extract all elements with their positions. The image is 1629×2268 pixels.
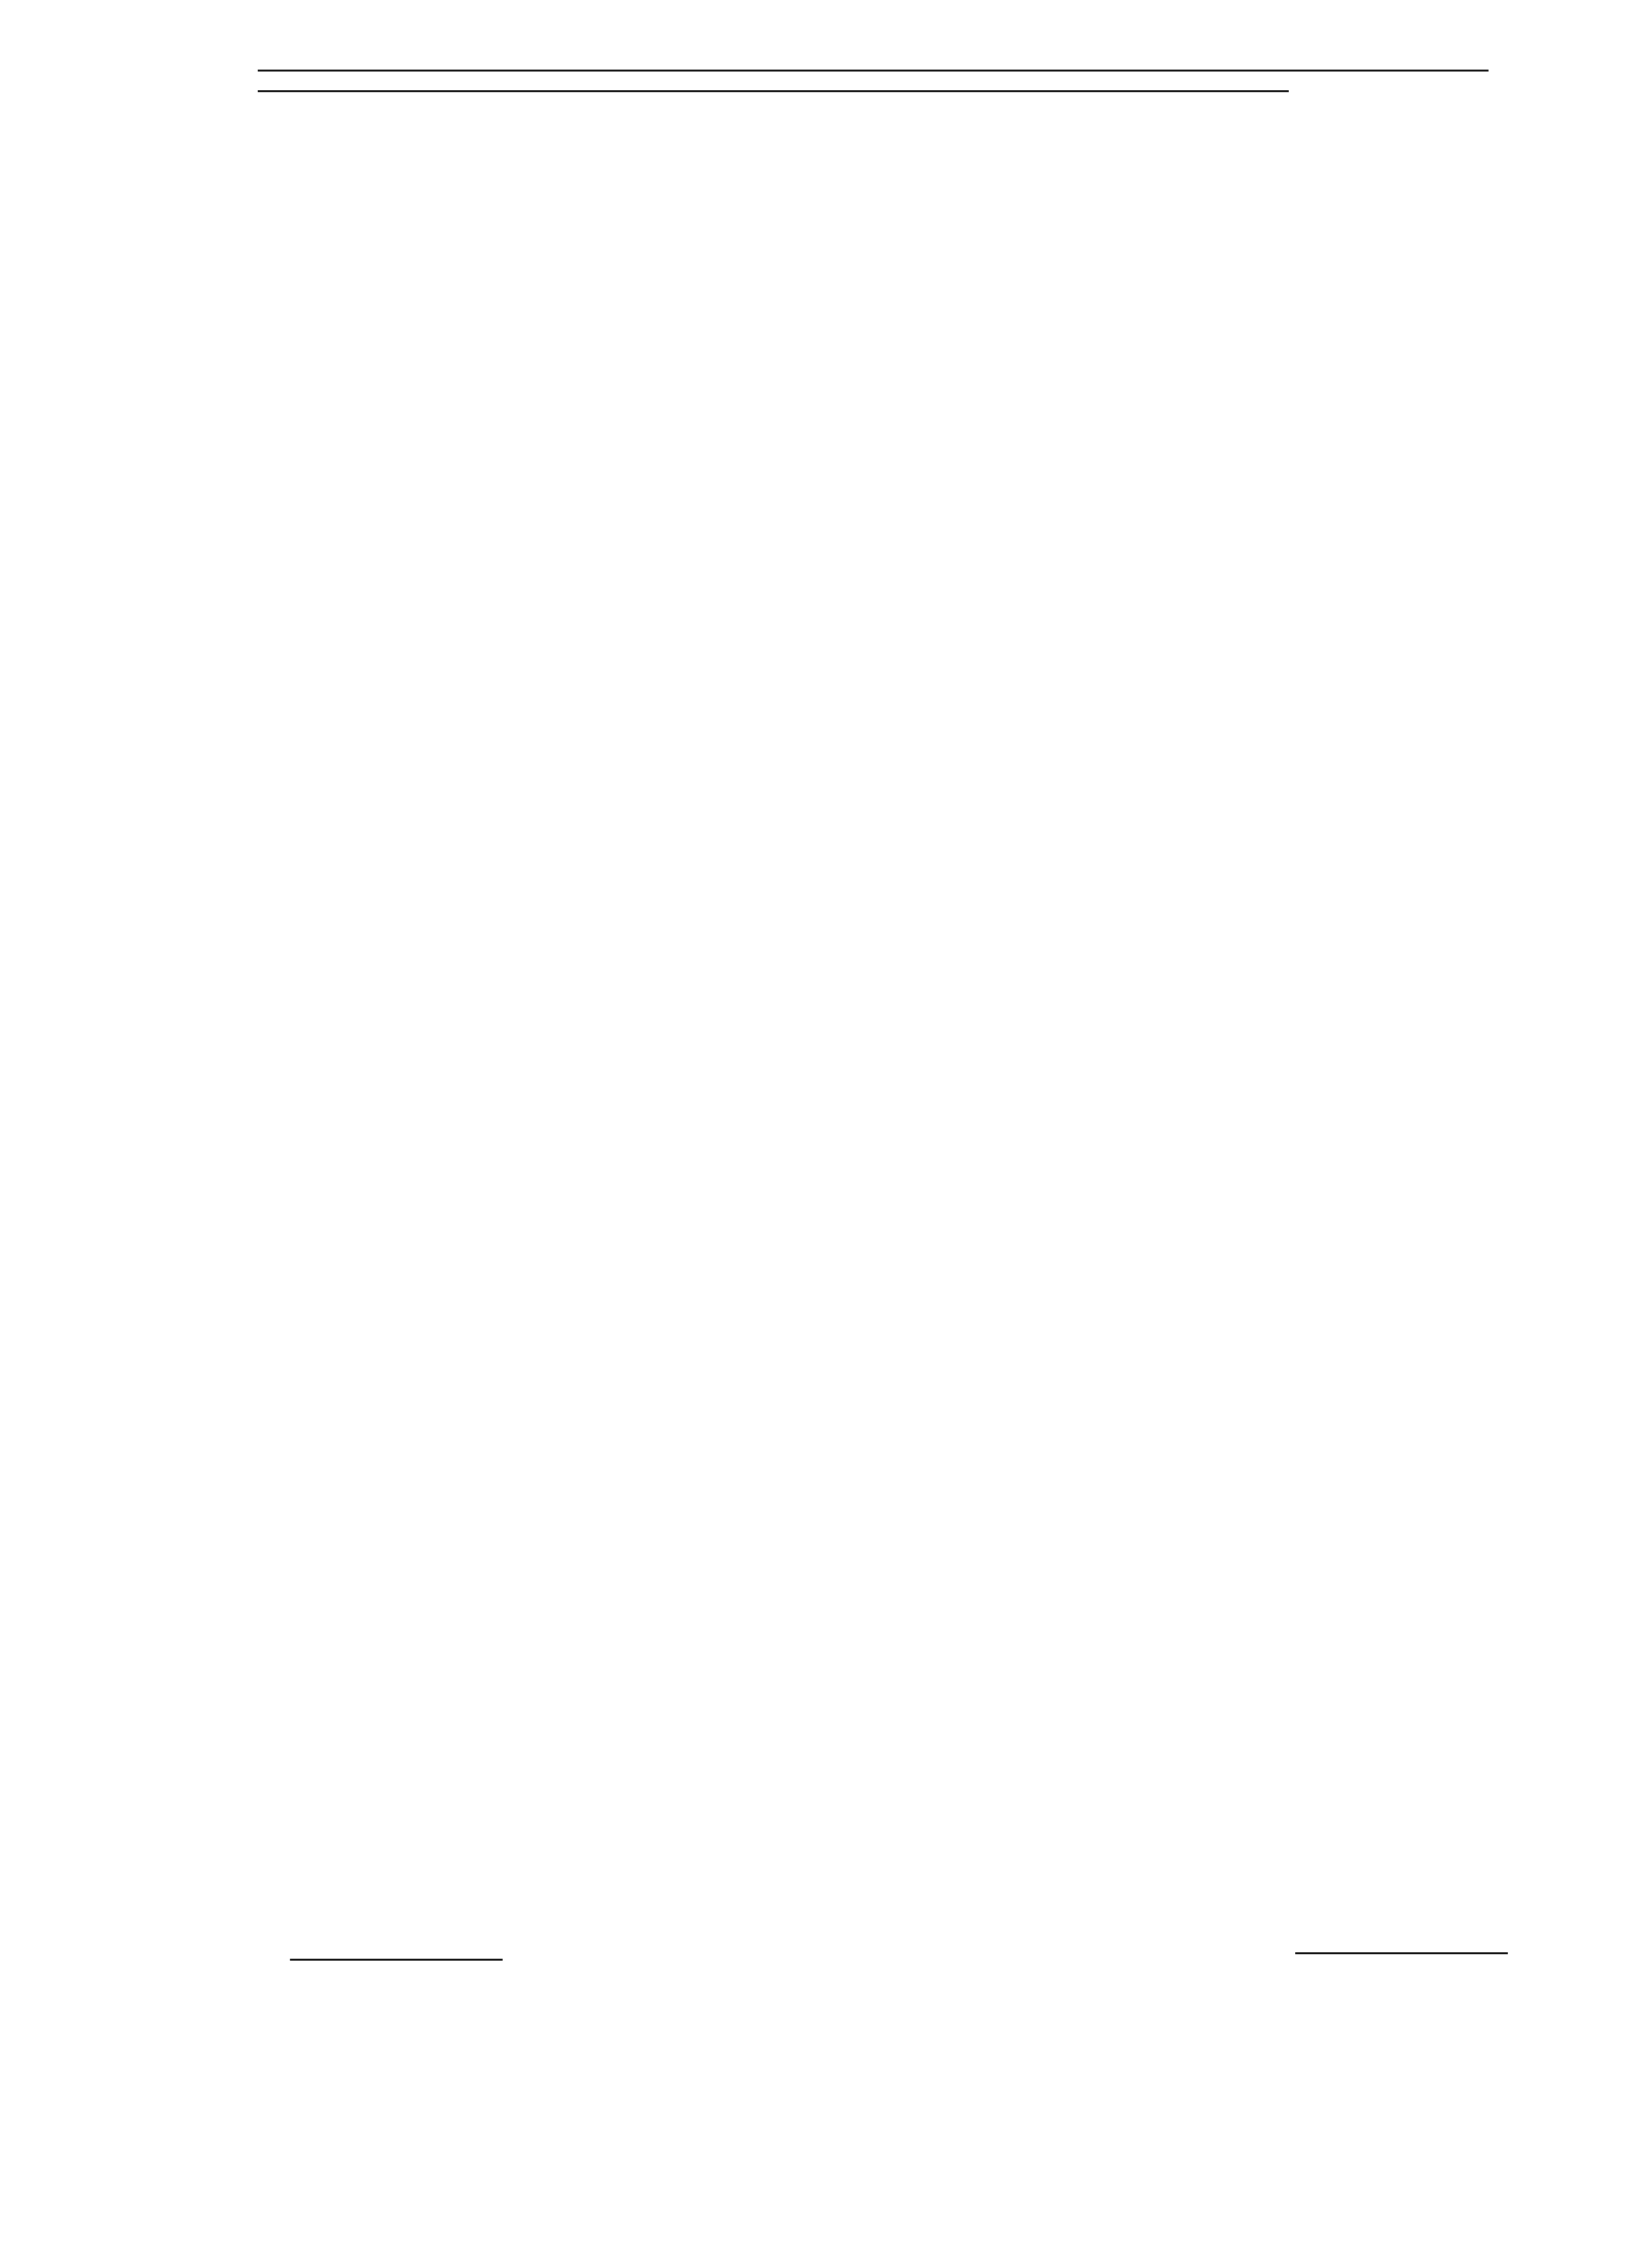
header-subrule: [258, 90, 1289, 92]
header-rule: [258, 70, 1489, 72]
footer-rule-left: [290, 1959, 503, 1961]
footer-rule-right: [1295, 1952, 1508, 1954]
